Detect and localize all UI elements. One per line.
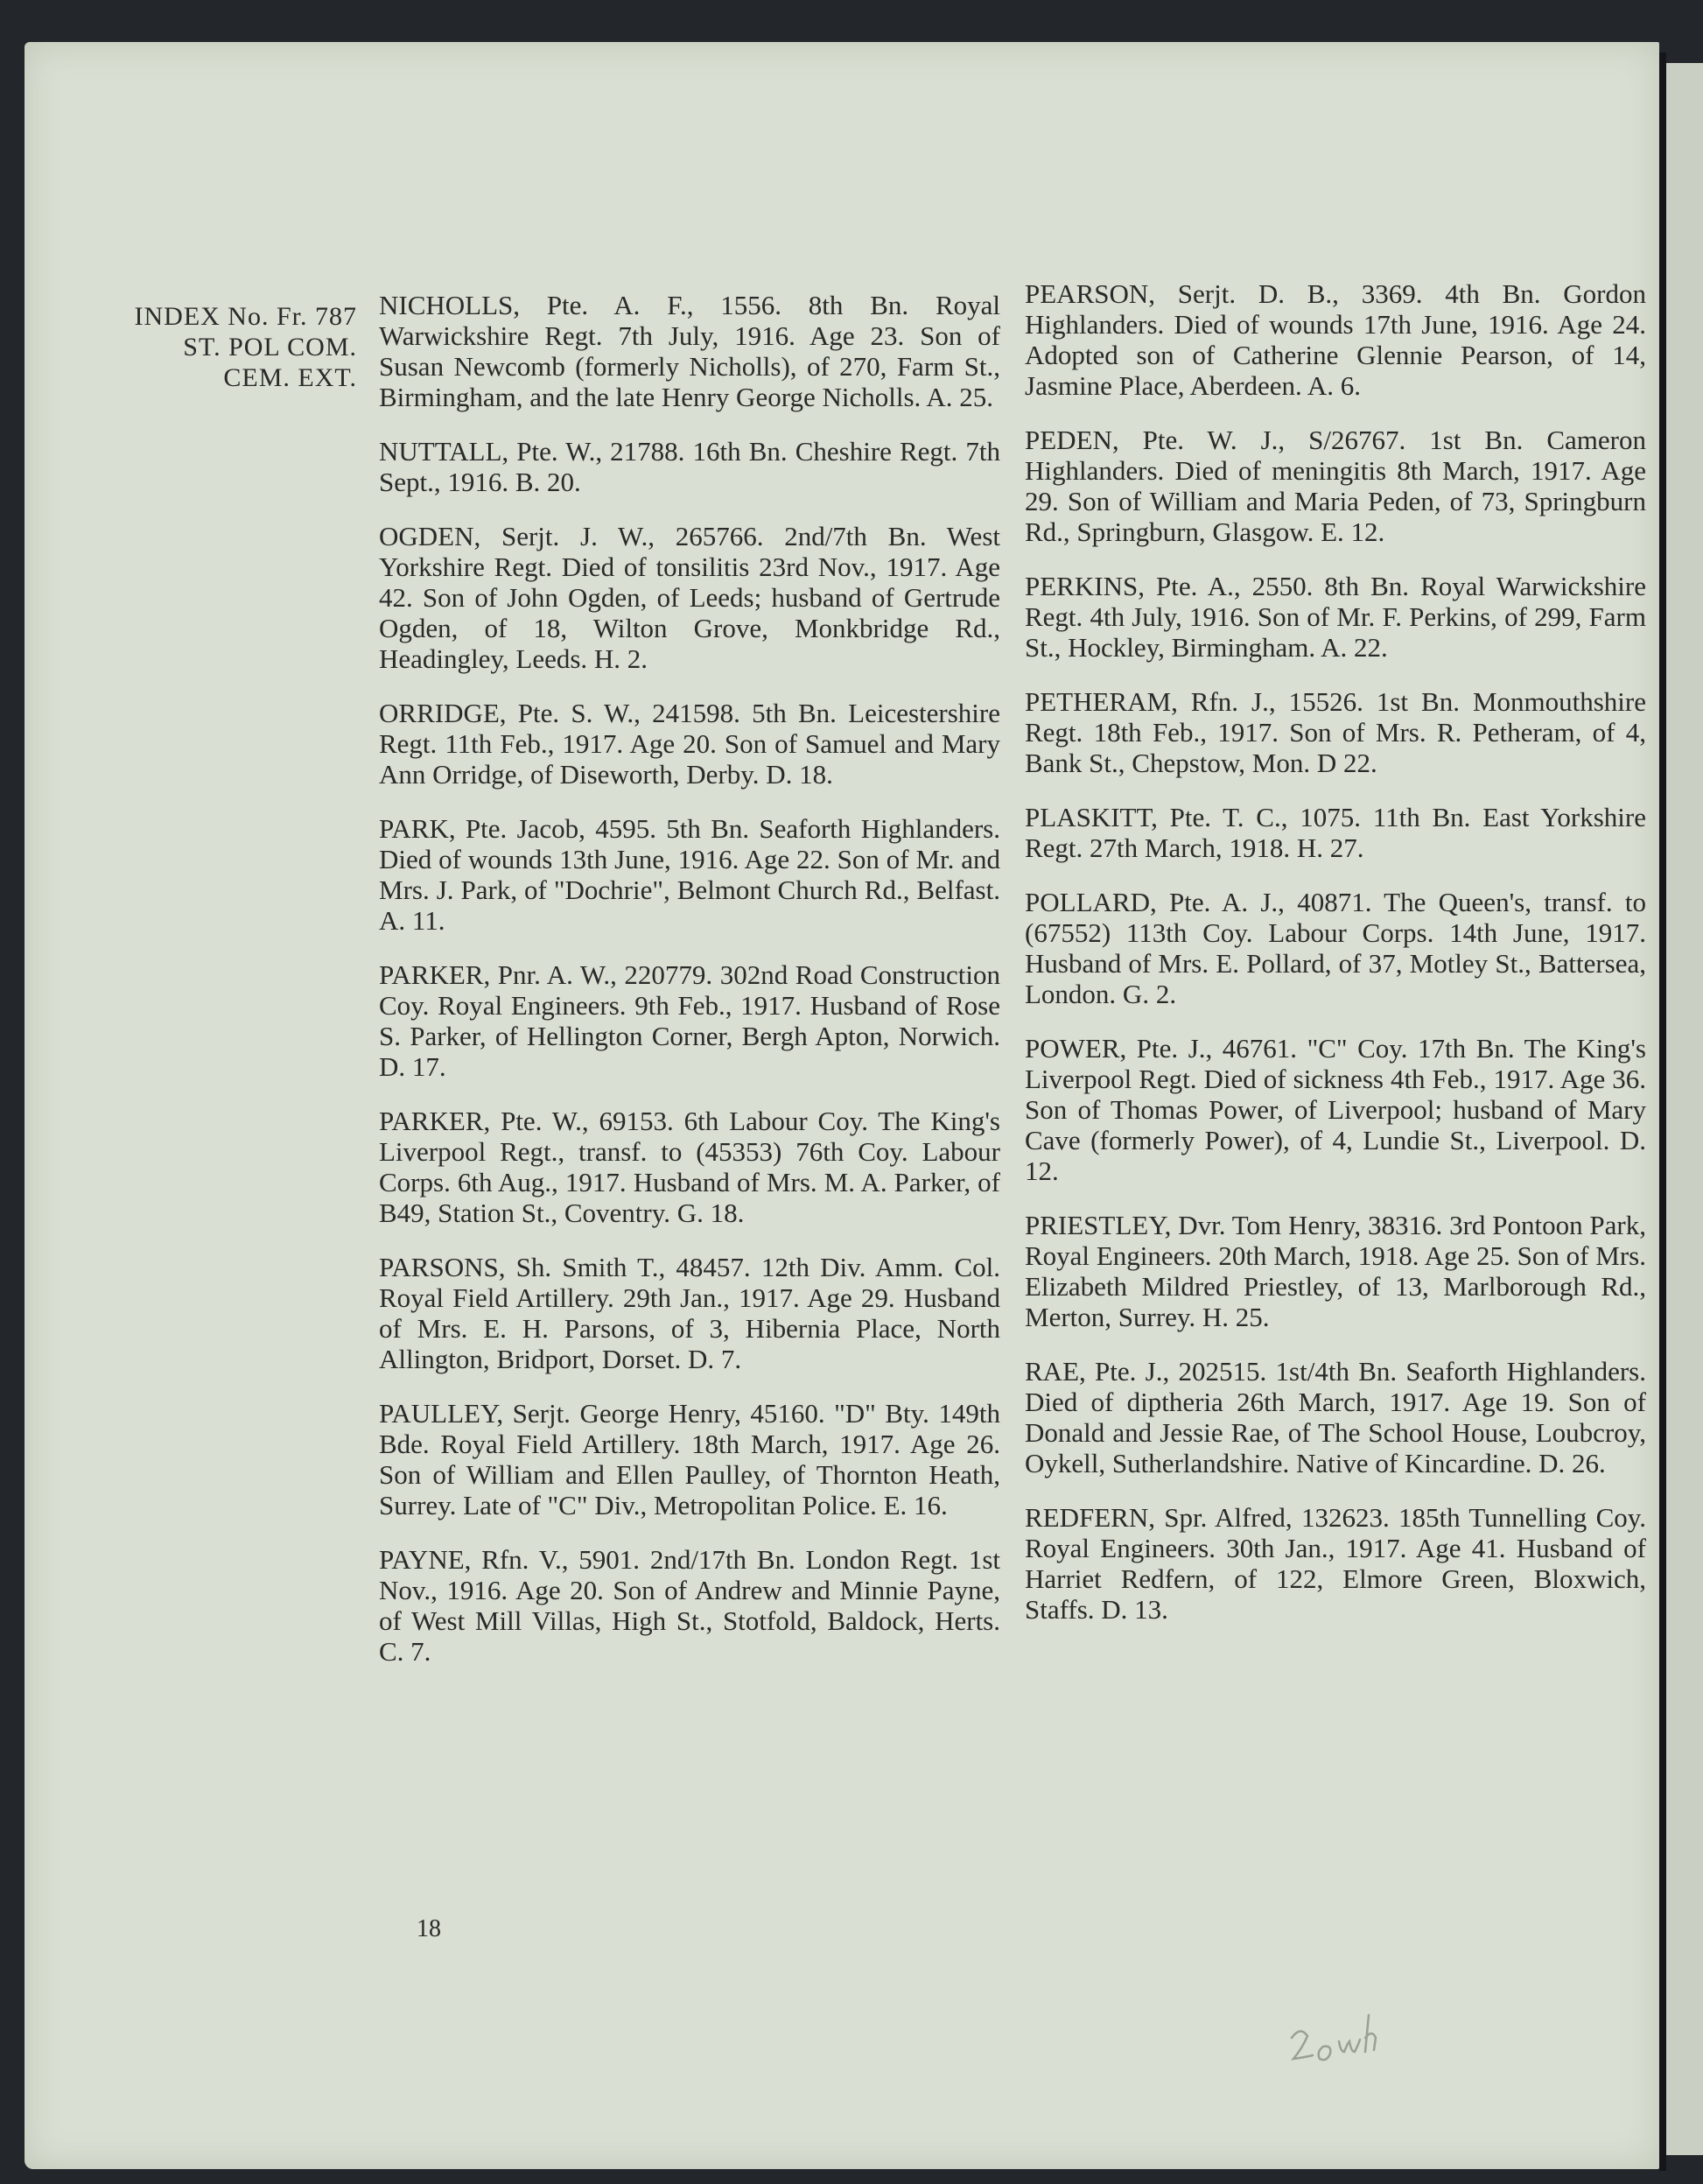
casualty-entry: NUTTALL, Pte. W., 21788. 16th Bn. Cheshire Regt. 7th Sept., 1916. B. 20. [379,436,1000,497]
document-page [25,42,1659,2169]
right-column [1025,278,1646,1648]
cemetery-index-label [103,301,357,393]
casualty-entry: REDFERN, Spr. Alfred, 132623. 185th Tunnelling Coy. Royal Engineers. 30th Jan., 1917. Age 41. Husband of Harriet Redfern, of 122, Elmore Green, Bloxwich, Staffs. D. 13. [1025,1502,1646,1625]
casualty-entry: POWER, Pte. J., 46761. "C" Coy. 17th Bn. The King's Liverpool Regt. Died of sickness 4th Feb., 1917. Age 36. Son of Thomas Power, of Liverpool; husband of Mary Cave (formerly Power), of 4, Lundie St., Liverpool. D. 12. [1025,1033,1646,1186]
cemetery-name-line2: CEM. EXT. [223,363,357,392]
casualty-entry: PETHERAM, Rfn. J., 15526. 1st Bn. Monmouthshire Regt. 18th Feb., 1917. Son of Mrs. R. Petheram, of 4, Bank St., Chepstow, Mon. D 22. [1025,686,1646,778]
left-column [379,290,1000,1690]
adjacent-page-edge [1666,63,1703,2155]
casualty-entry: PARK, Pte. Jacob, 4595. 5th Bn. Seaforth Highlanders. Died of wounds 13th June, 1916. Age 22. Son of Mr. and Mrs. J. Park, of "Dochrie", Belmont Church Rd., Belfast. A. 11. [379,813,1000,936]
page-number: 18 [417,1915,441,1942]
casualty-entry: PARKER, Pte. W., 69153. 6th Labour Coy. The King's Liverpool Regt., transf. to (45353) 76th Coy. Labour Corps. 6th Aug., 1917. Husband of Mrs. M. A. Parker, of B49, Station St., Coventry. G. 18. [379,1106,1000,1228]
handwritten-pencil-note [1285,2003,1407,2082]
casualty-entry: PERKINS, Pte. A., 2550. 8th Bn. Royal Warwickshire Regt. 4th July, 1916. Son of Mr. F. Perkins, of 299, Farm St., Hockley, Birmingham. A. 22. [1025,571,1646,663]
casualty-entry: OGDEN, Serjt. J. W., 265766. 2nd/7th Bn. West Yorkshire Regt. Died of tonsilitis 23rd Nov., 1917. Age 42. Son of John Ogden, of Leeds; husband of Gertrude Ogden, of 18, Wilton Grove, Monkbridge Rd., Headingley, Leeds. H. 2. [379,521,1000,674]
casualty-entry: ORRIDGE, Pte. S. W., 241598. 5th Bn. Leicestershire Regt. 11th Feb., 1917. Age 20. Son of Samuel and Mary Ann Orridge, of Diseworth, Derby. D. 18. [379,698,1000,790]
cemetery-name-line1: ST. POL COM. [183,333,357,362]
casualty-entry: PAYNE, Rfn. V., 5901. 2nd/17th Bn. London Regt. 1st Nov., 1916. Age 20. Son of Andrew and Minnie Payne, of West Mill Villas, High St., Stotfold, Baldock, Herts. C. 7. [379,1544,1000,1667]
index-number: INDEX No. Fr. 787 [134,302,357,331]
book-gutter [1659,53,1666,2171]
casualty-entry: RAE, Pte. J., 202515. 1st/4th Bn. Seaforth Highlanders. Died of diptheria 26th March, 1917. Age 19. Son of Donald and Jessie Rae, of The School House, Loubcroy, Oykell, Sutherlandshire. Native of Kincardine. D. 26. [1025,1356,1646,1478]
casualty-entry: PEDEN, Pte. W. J., S/26767. 1st Bn. Cameron Highlanders. Died of meningitis 8th March, 1917. Age 29. Son of William and Maria Peden, of 73, Springburn Rd., Springburn, Glasgow. E. 12. [1025,425,1646,547]
casualty-entry: PLASKITT, Pte. T. C., 1075. 11th Bn. East Yorkshire Regt. 27th March, 1918. H. 27. [1025,802,1646,863]
casualty-entry: PARSONS, Sh. Smith T., 48457. 12th Div. Amm. Col. Royal Field Artillery. 29th Jan., 1917. Age 29. Husband of Mrs. E. H. Parsons, of 3, Hibernia Place, North Allington, Bridport, Dorset. D. 7. [379,1252,1000,1374]
casualty-entry: PRIESTLEY, Dvr. Tom Henry, 38316. 3rd Pontoon Park, Royal Engineers. 20th March, 1918. Age 25. Son of Mrs. Elizabeth Mildred Priestley, of 13, Marlborough Rd., Merton, Surrey. H. 25. [1025,1210,1646,1332]
casualty-entry: PEARSON, Serjt. D. B., 3369. 4th Bn. Gordon Highlanders. Died of wounds 17th June, 1916. Age 24. Adopted son of Catherine Glennie Pearson, of 14, Jasmine Place, Aberdeen. A. 6. [1025,278,1646,401]
casualty-entry: PAULLEY, Serjt. George Henry, 45160. "D" Bty. 149th Bde. Royal Field Artillery. 18th March, 1917. Age 26. Son of William and Ellen Paulley, of Thornton Heath, Surrey. Late of "C" Div., Metropolitan Police. E. 16. [379,1398,1000,1520]
casualty-entry: NICHOLLS, Pte. A. F., 1556. 8th Bn. Royal Warwickshire Regt. 7th July, 1916. Age 23. Son of Susan Newcomb (formerly Nicholls), of 270, Farm St., Birmingham, and the late Henry George Nicholls. A. 25. [379,290,1000,412]
casualty-entry: POLLARD, Pte. A. J., 40871. The Queen's, transf. to (67552) 113th Coy. Labour Corps. 14th June, 1917. Husband of Mrs. E. Pollard, of 37, Motley St., Battersea, London. G. 2. [1025,887,1646,1009]
casualty-entry: PARKER, Pnr. A. W., 220779. 302nd Road Construction Coy. Royal Engineers. 9th Feb., 1917. Husband of Rose S. Parker, of Hellington Corner, Bergh Apton, Norwich. D. 17. [379,959,1000,1082]
